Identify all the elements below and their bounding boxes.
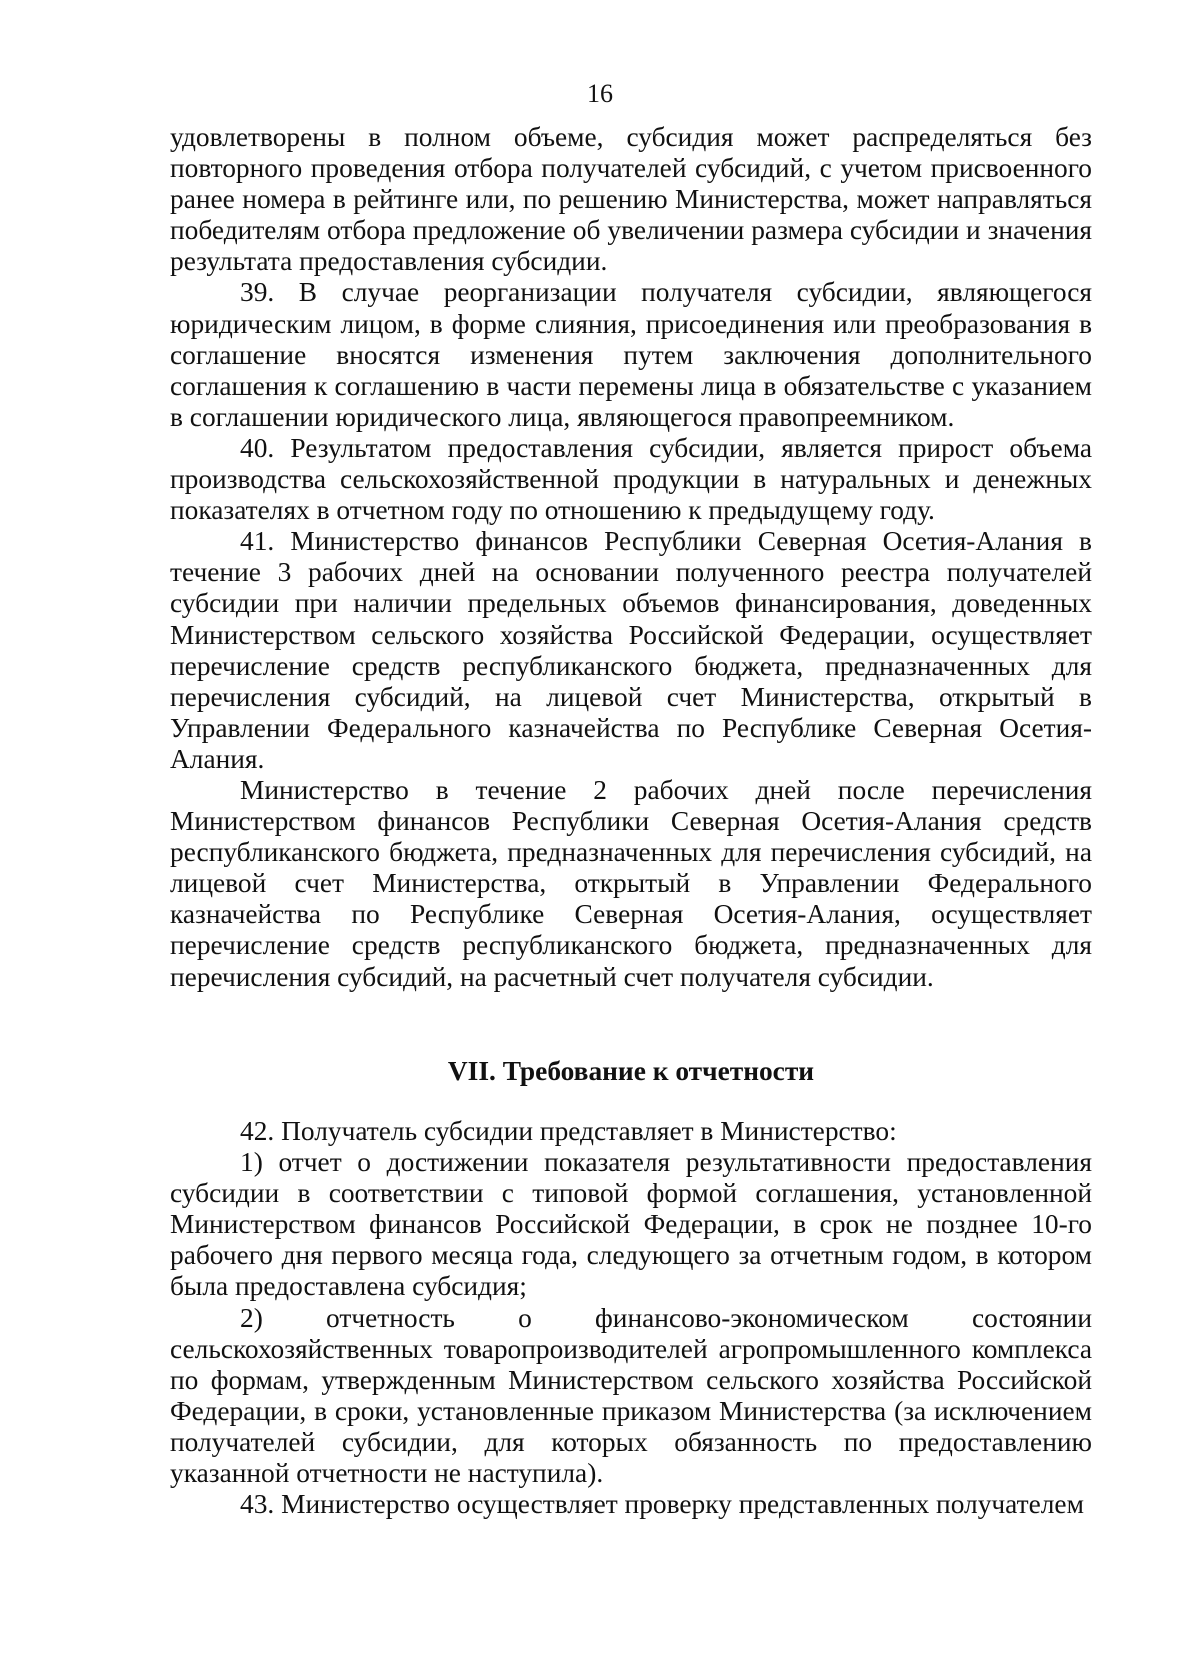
paragraph-continuation: удовлетворены в полном объеме, субсидия может распределяться без повторного проведения отбора получателей субсидий, с учетом присвоенного ранее номера в рейтинге или, по решению Министерства, может направляться победителям отбора предложение об увеличении размера субсидии и значения результата предоставления субсидии. (170, 122, 1092, 277)
paragraph-43: 43. Министерство осуществляет проверку представленных получателем (240, 1489, 1084, 1520)
paragraph-41-continued: Министерство в течение 2 рабочих дней после перечисления Министерством финансов Республики Северная Осетия-Алания средств республиканского бюджета, предназначенных для перечисления субсидий, на лицевой счет Министерства, открытый в Управлении Федерального казначейства по Республике Северная Осетия-Алания, осуществляет перечисление средств республиканского бюджета, предназначенных для перечисления субсидий, на расчетный счет получателя субсидии. (170, 774, 1092, 992)
paragraph-42: 42. Получатель субсидии представляет в Министерство: (240, 1116, 897, 1146)
paragraph-40: 40. Результатом предоставления субсидии, является прирост объема производства сельскохозяйственной продукции в натуральных и денежных показателях в отчетном году по отношению к предыдущему году. (170, 432, 1092, 526)
paragraph-41: 41. Министерство финансов Республики Северная Осетия-Алания в течение 3 рабочих дней на основании полученного реестра получателей субсидии при наличии предельных объемов финансирования, доведенных Министерством сельского хозяйства Российской Федерации, осуществляет перечисление средств республиканского бюджета, предназначенных для перечисления субсидий, на лицевой счет Министерства, открытый в Управлении Федерального казначейства по Республике Северная Осетия-Алания. (170, 526, 1092, 774)
paragraph-39: 39. В случае реорганизации получателя субсидии, являющегося юридическим лицом, в форме слияния, присоединения или преобразования в соглашение вносятся изменения путем заключения дополнительного соглашения к соглашению в части перемены лица в обязательстве с указанием в соглашении юридического лица, являющегося правопреемником. (170, 277, 1092, 432)
document-body-top (170, 122, 1092, 993)
document-body-bottom (170, 1116, 1092, 1520)
paragraph-42-item-1: 1) отчет о достижении показателя результативности предоставления субсидии в соответствии с типовой формой соглашения, установленной Министерством финансов Российской Федерации, в срок не позднее 10-го рабочего дня первого месяца года, следующего за отчетным годом, в котором была предоставлена субсидия; (170, 1147, 1092, 1302)
section-heading: VII. Требование к отчетности (447, 1056, 815, 1086)
paragraph-42-item-2: 2) отчетность о финансово-экономическом состоянии сельскохозяйственных товаропроизводителей агропромышленного комплекса по формам, утвержденным Министерством сельского хозяйства Российской Федерации, в сроки, установленные приказом Министерства (за исключением получателей субсидии, для которых обязанность по предоставлению указанной отчетности не наступила). (170, 1302, 1092, 1489)
page-number: 16 (587, 79, 613, 108)
